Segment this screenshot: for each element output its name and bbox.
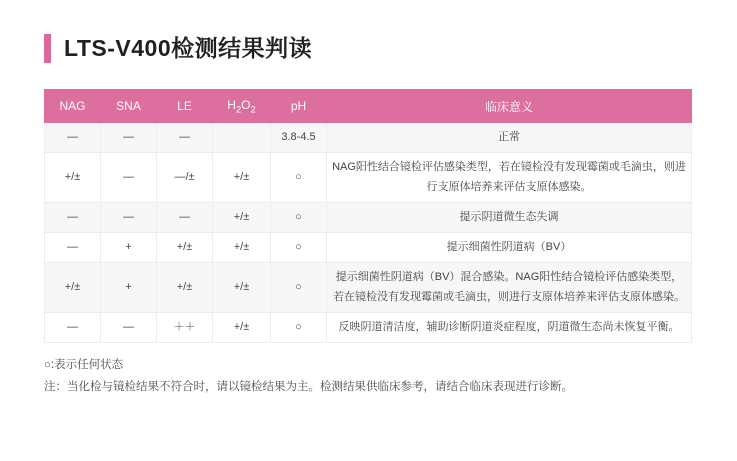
table-row xyxy=(45,153,692,203)
cell-le: — xyxy=(157,202,213,232)
cell-clinical-meaning: 提示细菌性阴道病（BV）混合感染。NAG阳性结合镜检评估感染类型，若在镜检没有发现霉菌或毛滴虫，则进行支原体培养来评估支原体感染。 xyxy=(327,263,692,313)
page-title xyxy=(44,34,693,63)
title-accent-bar xyxy=(44,34,51,63)
cell-clinical-meaning: 正常 xyxy=(327,123,692,153)
footnote-disclaimer: 注：当化检与镜检结果不符合时，请以镜检结果为主。检测结果供临床参考，请结合临床表现进行诊断。 xyxy=(44,380,573,393)
table-row xyxy=(45,202,692,232)
table-header-row xyxy=(45,90,692,123)
column-header-le: LE xyxy=(157,90,213,123)
cell-h2o2: +/± xyxy=(213,153,271,203)
column-header-sna: SNA xyxy=(101,90,157,123)
cell-sna: + xyxy=(101,263,157,313)
table-row xyxy=(45,123,692,153)
cell-nag: — xyxy=(45,123,101,153)
column-header-h2o2: $H_2O_2$ xyxy=(213,90,271,123)
result-interpretation-table xyxy=(44,89,692,343)
cell-nag: +/± xyxy=(45,263,101,313)
cell-h2o2: +/± xyxy=(213,233,271,263)
cell-ph: ○ xyxy=(271,312,327,342)
cell-ph: 3.8-4.5 xyxy=(271,123,327,153)
cell-clinical-meaning: NAG阳性结合镜检评估感染类型，若在镜检没有发现霉菌或毛滴虫，则进行支原体培养来评估支原体感染。 xyxy=(327,153,692,203)
cell-nag: — xyxy=(45,233,101,263)
table-row xyxy=(45,233,692,263)
cell-le: ＋＋ xyxy=(157,312,213,342)
cell-sna: + xyxy=(101,233,157,263)
cell-clinical-meaning: 提示细菌性阴道病（BV） xyxy=(327,233,692,263)
cell-ph: ○ xyxy=(271,153,327,203)
cell-sna: — xyxy=(101,202,157,232)
cell-clinical-meaning: 提示阴道微生态失调 xyxy=(327,202,692,232)
cell-ph: ○ xyxy=(271,233,327,263)
cell-ph: ○ xyxy=(271,263,327,313)
footnotes xyxy=(44,355,693,399)
cell-sna: — xyxy=(101,312,157,342)
footnote-symbol-legend: ○:表示任何状态 xyxy=(44,359,124,371)
cell-h2o2: +/± xyxy=(213,263,271,313)
cell-sna: — xyxy=(101,153,157,203)
table-row xyxy=(45,263,692,313)
column-header-nag: NAG xyxy=(45,90,101,123)
cell-h2o2 xyxy=(213,123,271,153)
cell-h2o2: +/± xyxy=(213,202,271,232)
cell-nag: — xyxy=(45,312,101,342)
column-header-clinical-meaning: 临床意义 xyxy=(327,90,692,123)
cell-nag: +/± xyxy=(45,153,101,203)
page-title-text: LTS-V400检测结果判读 xyxy=(64,34,313,61)
cell-le: +/± xyxy=(157,263,213,313)
column-header-ph: pH xyxy=(271,90,327,123)
cell-le: —/± xyxy=(157,153,213,203)
cell-le: +/± xyxy=(157,233,213,263)
cell-nag: — xyxy=(45,202,101,232)
table-row xyxy=(45,312,692,342)
cell-sna: — xyxy=(101,123,157,153)
cell-h2o2: +/± xyxy=(213,312,271,342)
cell-clinical-meaning: 反映阴道清洁度，辅助诊断阴道炎症程度，阴道微生态尚未恢复平衡。 xyxy=(327,312,692,342)
cell-ph: ○ xyxy=(271,202,327,232)
cell-le: — xyxy=(157,123,213,153)
